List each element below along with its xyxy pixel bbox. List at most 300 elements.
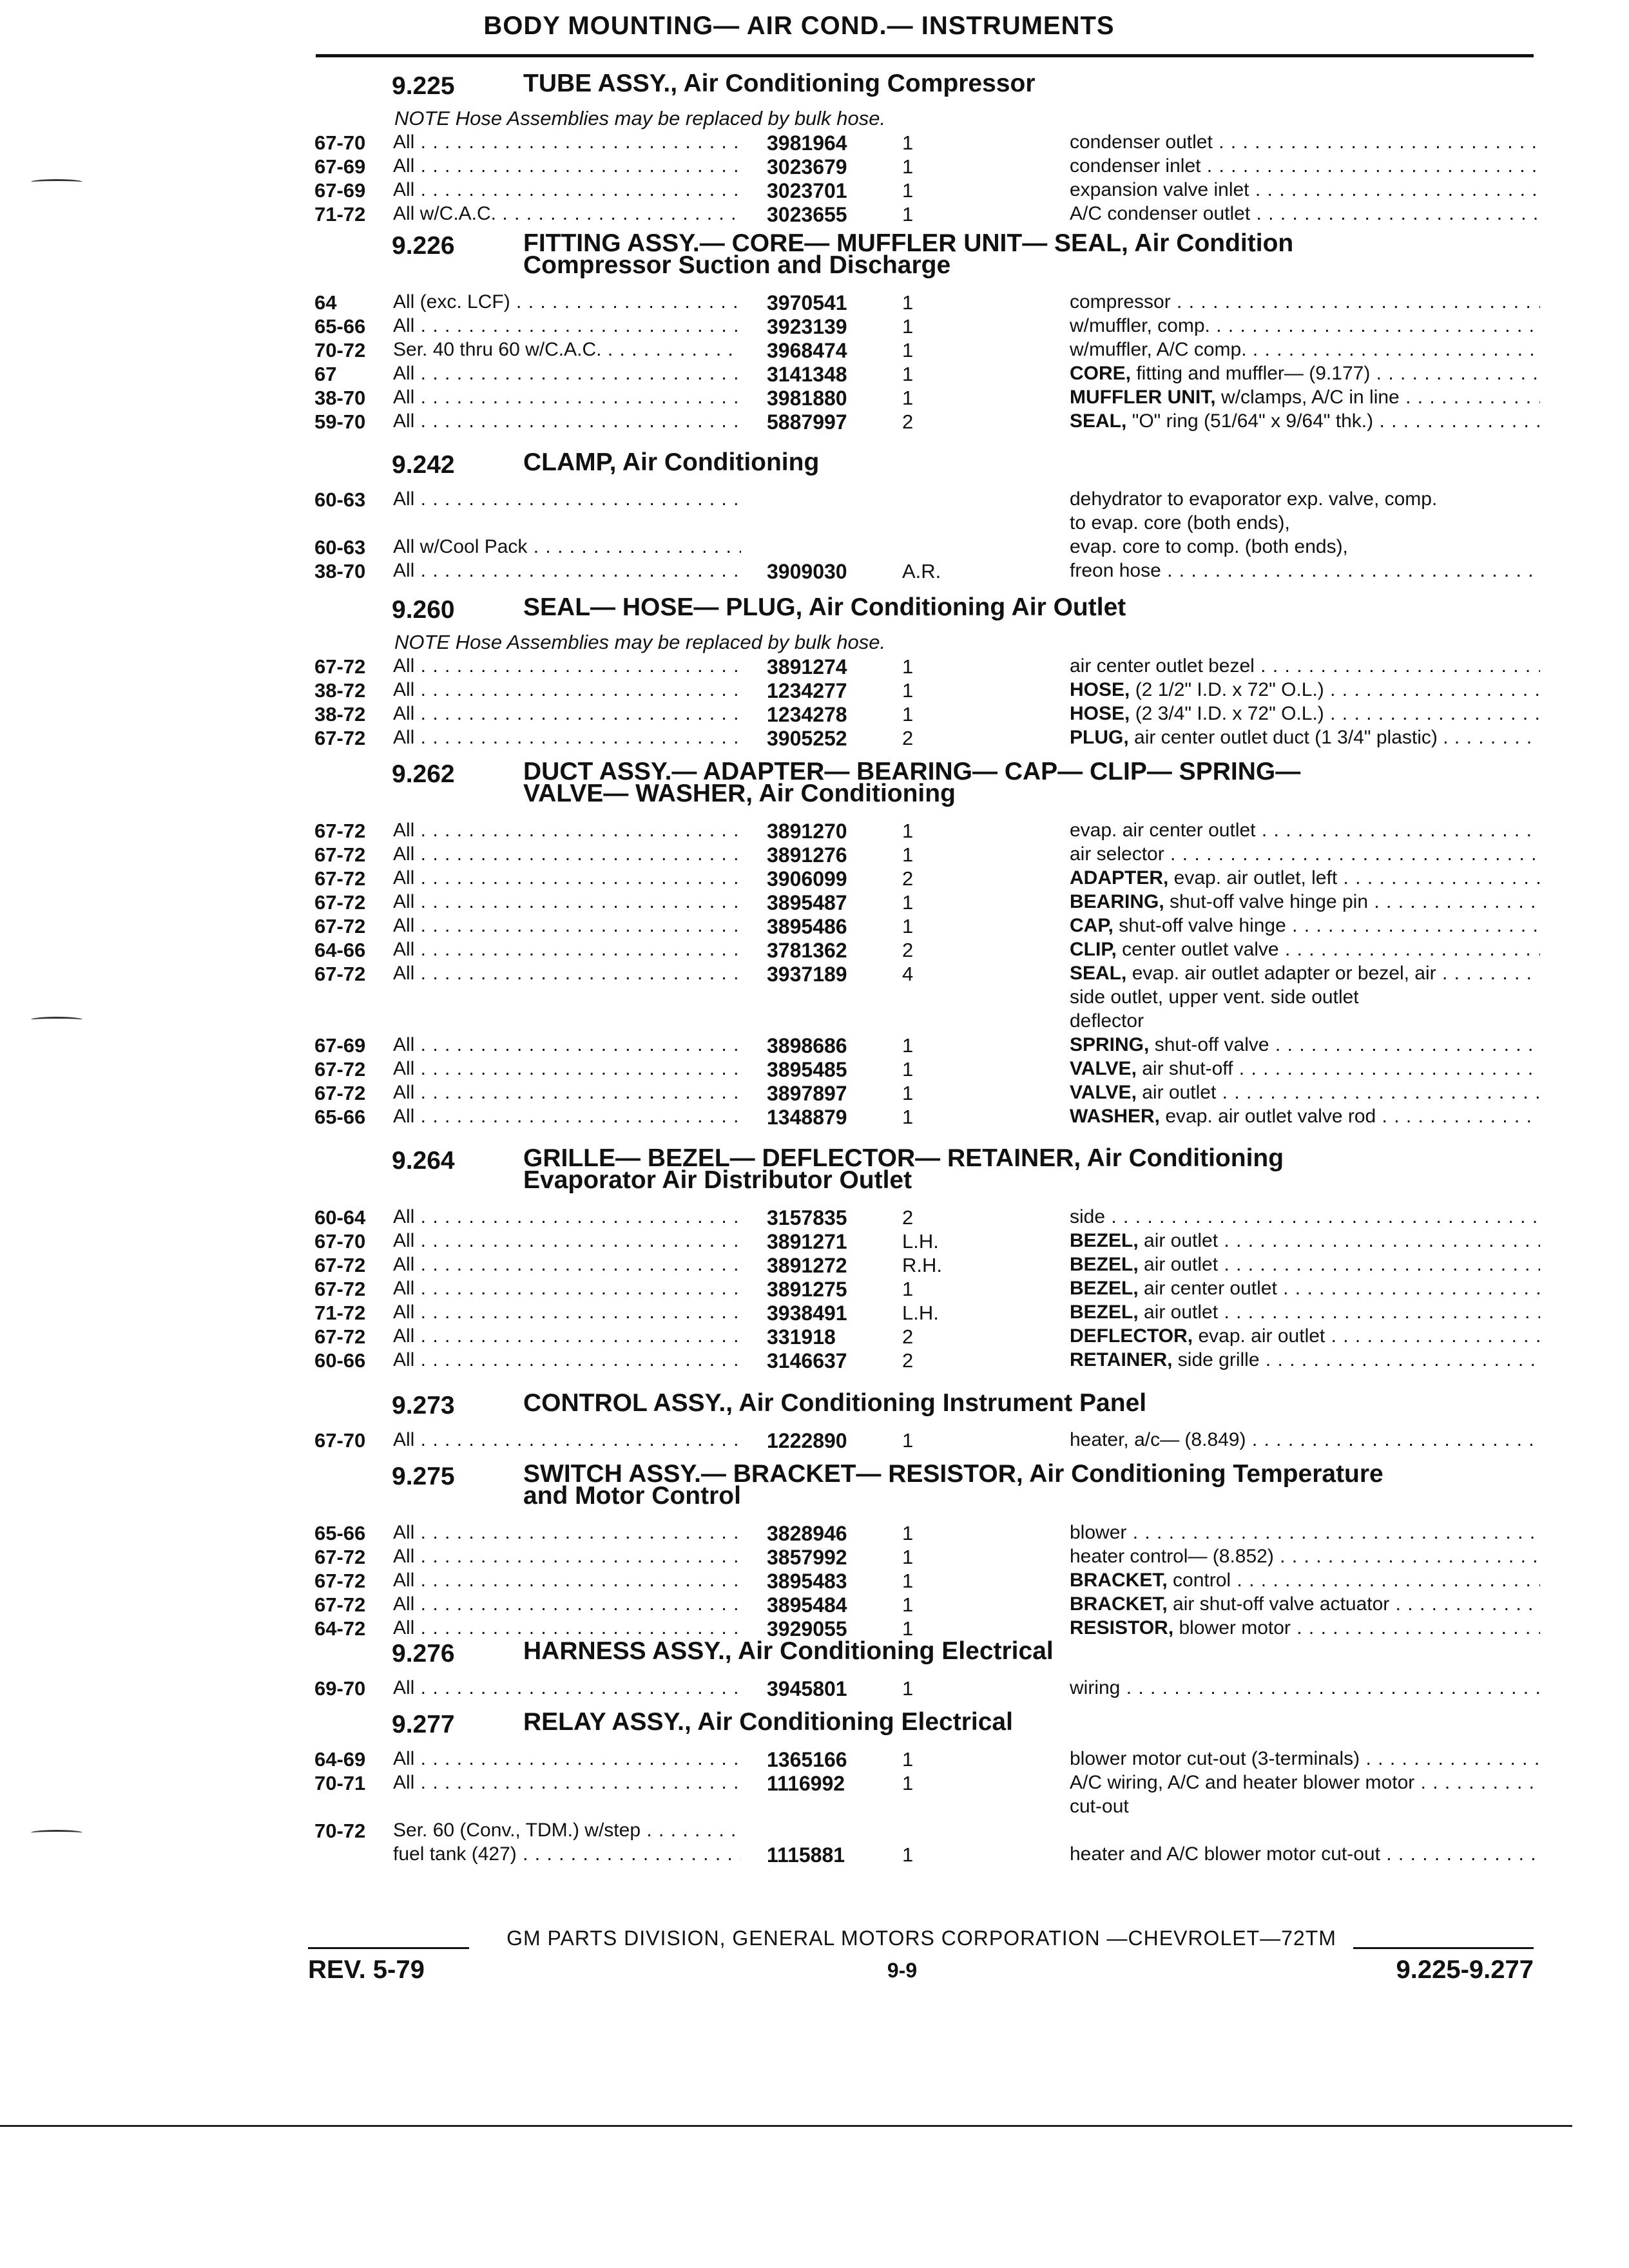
table-row xyxy=(0,131,1629,155)
margin-mark xyxy=(31,1017,82,1023)
section-title: TUBE ASSY., Air Conditioning Compressor xyxy=(523,70,1036,97)
table-row xyxy=(0,512,1629,536)
part-number: 3981964 xyxy=(767,131,847,155)
model-years: 64-66 xyxy=(314,939,366,961)
part-number: 3897897 xyxy=(767,1082,847,1105)
section-number: 9.225 xyxy=(392,72,455,100)
description-text: evap. air outlet xyxy=(1193,1325,1325,1347)
description xyxy=(1070,1677,1540,1699)
application: All . . . xyxy=(393,703,741,725)
description-keyword: BEZEL, xyxy=(1070,1254,1139,1275)
quantity: 1 xyxy=(902,1570,914,1592)
description xyxy=(1070,131,1540,153)
model-years: 70-72 xyxy=(314,339,366,361)
application: All . . . xyxy=(393,1278,741,1300)
table-row xyxy=(0,315,1629,339)
model-years: 60-63 xyxy=(314,536,366,559)
description-text: freon hose xyxy=(1070,560,1161,581)
section-number: 9.242 xyxy=(392,451,455,479)
application: fuel tank (427) . . . xyxy=(393,1843,741,1865)
model-years: 67-72 xyxy=(314,1325,366,1348)
quantity: 1 xyxy=(902,655,914,678)
description xyxy=(1070,1843,1540,1865)
model-years: 64 xyxy=(314,291,337,314)
description-keyword: HOSE, xyxy=(1070,679,1130,700)
application: All . . . xyxy=(393,1106,741,1128)
description xyxy=(1070,679,1540,701)
description xyxy=(1070,1593,1540,1615)
description-text: dehydrator to evaporator exp. valve, comp. xyxy=(1070,488,1438,510)
quantity: 1 xyxy=(902,1593,914,1616)
table-row xyxy=(0,1748,1629,1772)
model-years: 70-72 xyxy=(314,1820,366,1842)
quantity: 1 xyxy=(902,203,914,226)
model-years: 67-69 xyxy=(314,179,366,202)
description-keyword: VALVE, xyxy=(1070,1058,1137,1079)
model-years: 64-72 xyxy=(314,1617,366,1640)
application: All . . . xyxy=(393,1325,741,1347)
part-number: 3938491 xyxy=(767,1302,847,1325)
part-number: 3895484 xyxy=(767,1593,847,1617)
margin-mark xyxy=(31,179,82,185)
model-years: 69-70 xyxy=(314,1677,366,1700)
application: All . . . xyxy=(393,131,741,153)
description-text: to evap. core (both ends), xyxy=(1070,512,1290,533)
application: All (exc. LCF) . . . xyxy=(393,291,741,313)
description xyxy=(1070,891,1540,913)
application: All . . . xyxy=(393,1302,741,1323)
table-row xyxy=(0,1593,1629,1617)
quantity: 2 xyxy=(902,1349,914,1372)
description-keyword: SEAL, xyxy=(1070,410,1127,432)
description xyxy=(1070,536,1540,558)
margin-mark xyxy=(31,1830,82,1836)
model-years: 59-70 xyxy=(314,410,366,433)
footer-page-number: 9-9 xyxy=(887,1959,918,1982)
description-text: wiring xyxy=(1070,1677,1121,1698)
part-number: 3970541 xyxy=(767,291,847,314)
application: Ser. 60 (Conv., TDM.) w/step . . . xyxy=(393,1820,741,1841)
model-years: 38-70 xyxy=(314,387,366,409)
section-title: FITTING ASSY.— CORE— MUFFLER UNIT— SEAL, Air Condition xyxy=(523,229,1294,257)
model-years: 71-72 xyxy=(314,1302,366,1324)
footer-section-range: 9.225-9.277 xyxy=(1396,1956,1534,1984)
table-row xyxy=(0,891,1629,915)
description-text: evap. air center outlet xyxy=(1070,820,1256,841)
quantity: L.H. xyxy=(902,1302,939,1324)
quantity: 1 xyxy=(902,315,914,338)
description-keyword: WASHER, xyxy=(1070,1106,1161,1127)
table-row xyxy=(0,1796,1629,1820)
description-text: cut-out xyxy=(1070,1796,1129,1817)
description-text: air outlet xyxy=(1138,1230,1219,1251)
model-years: 60-63 xyxy=(314,488,366,511)
table-row xyxy=(0,1772,1629,1796)
description-text: "O" ring (51/64" x 9/64" thk.) xyxy=(1126,410,1374,432)
description xyxy=(1070,820,1540,841)
description xyxy=(1070,1546,1540,1568)
model-years: 67-70 xyxy=(314,1230,366,1253)
description-text: A/C condenser outlet xyxy=(1070,203,1251,224)
section-number: 9.226 xyxy=(392,232,455,260)
description-text: control xyxy=(1167,1570,1231,1591)
model-years: 67-72 xyxy=(314,843,366,866)
quantity: 2 xyxy=(902,727,914,749)
description-text: shut-off valve hinge xyxy=(1113,915,1286,936)
model-years: 67 xyxy=(314,363,337,385)
description-text: fitting and muffler— (9.177) xyxy=(1131,363,1371,384)
model-years: 67-72 xyxy=(314,1570,366,1592)
description-text: center outlet valve xyxy=(1116,939,1279,960)
part-number: 1365166 xyxy=(767,1748,847,1771)
description-text: air outlet xyxy=(1138,1254,1219,1275)
quantity: 2 xyxy=(902,1206,914,1229)
part-number: 1116992 xyxy=(767,1772,845,1795)
part-number: 3891274 xyxy=(767,655,847,678)
description-text: heater, a/c— (8.849) xyxy=(1070,1429,1246,1450)
part-number: 3857992 xyxy=(767,1546,847,1569)
table-row xyxy=(0,679,1629,703)
table-row xyxy=(0,1677,1629,1701)
model-years: 70-71 xyxy=(314,1772,366,1794)
model-years: 71-72 xyxy=(314,203,366,226)
table-row xyxy=(0,867,1629,891)
application: All . . . xyxy=(393,891,741,913)
section-note: NOTE Hose Assemblies may be replaced by bulk hose. xyxy=(394,107,886,130)
description-text: blower motor xyxy=(1173,1617,1291,1639)
part-number: 3141348 xyxy=(767,363,847,386)
part-number: 3891276 xyxy=(767,843,847,867)
application: All . . . xyxy=(393,1349,741,1371)
application: All . . . xyxy=(393,727,741,749)
section-number: 9.273 xyxy=(392,1392,455,1419)
description xyxy=(1070,1302,1540,1323)
quantity: 2 xyxy=(902,867,914,890)
model-years: 67-70 xyxy=(314,1429,366,1452)
section-number: 9.260 xyxy=(392,596,455,624)
section-title: SWITCH ASSY.— BRACKET— RESISTOR, Air Conditioning Temperature xyxy=(523,1460,1383,1488)
section-title: Compressor Suction and Discharge xyxy=(523,251,951,279)
part-number: 3895487 xyxy=(767,891,847,914)
quantity: A.R. xyxy=(902,560,941,582)
quantity: 1 xyxy=(902,1082,914,1104)
application: All . . . xyxy=(393,410,741,432)
application: All . . . xyxy=(393,1522,741,1544)
description-text: heater and A/C blower motor cut-out xyxy=(1070,1843,1380,1865)
table-row xyxy=(0,339,1629,363)
quantity: 1 xyxy=(902,1546,914,1568)
quantity: 1 xyxy=(902,339,914,361)
model-years: 67-72 xyxy=(314,1058,366,1081)
description-keyword: BEZEL, xyxy=(1070,1278,1139,1299)
quantity: 1 xyxy=(902,915,914,937)
table-row xyxy=(0,1010,1629,1034)
quantity: 1 xyxy=(902,843,914,866)
part-number: 3891272 xyxy=(767,1254,847,1277)
description-keyword: SEAL, xyxy=(1070,963,1127,984)
page-header-title: BODY MOUNTING— AIR COND.— INSTRUMENTS xyxy=(483,12,1115,40)
description xyxy=(1070,843,1540,865)
application: Ser. 40 thru 60 w/C.A.C. . . . xyxy=(393,339,741,361)
table-row xyxy=(0,363,1629,387)
section-number: 9.264 xyxy=(392,1147,455,1175)
table-row xyxy=(0,1349,1629,1373)
model-years: 67-72 xyxy=(314,1082,366,1104)
model-years: 60-64 xyxy=(314,1206,366,1229)
application: All . . . xyxy=(393,679,741,701)
part-number: 3905252 xyxy=(767,727,847,750)
application: All . . . xyxy=(393,315,741,337)
description xyxy=(1070,939,1540,961)
description-keyword: BEZEL, xyxy=(1070,1230,1139,1251)
description xyxy=(1070,512,1540,534)
part-number: 3157835 xyxy=(767,1206,847,1229)
description-text: shut-off valve hinge pin xyxy=(1164,891,1369,912)
table-row xyxy=(0,1106,1629,1129)
quantity: 1 xyxy=(902,679,914,702)
section-number: 9.277 xyxy=(392,1711,455,1738)
description-text: condenser inlet xyxy=(1070,155,1201,177)
section-title: SEAL— HOSE— PLUG, Air Conditioning Air Outlet xyxy=(523,593,1126,621)
application: All . . . xyxy=(393,1677,741,1699)
description xyxy=(1070,1772,1540,1794)
table-row xyxy=(0,1429,1629,1453)
table-row xyxy=(0,963,1629,986)
description-keyword: BRACKET, xyxy=(1070,1593,1168,1615)
table-row xyxy=(0,655,1629,679)
part-number: 1222890 xyxy=(767,1429,847,1452)
table-row xyxy=(0,1034,1629,1058)
application: All . . . xyxy=(393,1593,741,1615)
description xyxy=(1070,1429,1540,1451)
description-keyword: CLIP, xyxy=(1070,939,1117,960)
application: All . . . xyxy=(393,1082,741,1104)
part-number: 3023655 xyxy=(767,203,847,226)
application: All . . . xyxy=(393,867,741,889)
application: All . . . xyxy=(393,363,741,385)
part-number: 3023679 xyxy=(767,155,847,178)
section-title: HARNESS ASSY., Air Conditioning Electrical xyxy=(523,1637,1054,1665)
description-keyword: BEZEL, xyxy=(1070,1302,1139,1323)
quantity: L.H. xyxy=(902,1230,939,1253)
quantity: 1 xyxy=(902,1278,914,1300)
application: All w/C.A.C. . . . xyxy=(393,203,741,225)
table-row xyxy=(0,1082,1629,1106)
application: All . . . xyxy=(393,387,741,408)
model-years: 65-66 xyxy=(314,1522,366,1544)
model-years: 67-72 xyxy=(314,963,366,985)
table-row xyxy=(0,410,1629,434)
part-number: 3937189 xyxy=(767,963,847,986)
table-row xyxy=(0,986,1629,1010)
table-row xyxy=(0,727,1629,751)
quantity: 1 xyxy=(902,1106,914,1128)
application: All . . . xyxy=(393,1617,741,1639)
section-note: NOTE Hose Assemblies may be replaced by bulk hose. xyxy=(394,631,886,653)
model-years: 60-66 xyxy=(314,1349,366,1372)
model-years: 67-69 xyxy=(314,1034,366,1057)
section-title: GRILLE— BEZEL— DEFLECTOR— RETAINER, Air Conditioning xyxy=(523,1144,1284,1172)
part-number: 3895486 xyxy=(767,915,847,938)
table-row xyxy=(0,939,1629,963)
description xyxy=(1070,963,1540,985)
part-number: 3891271 xyxy=(767,1230,847,1253)
description-text: w/clamps, A/C in line xyxy=(1215,387,1400,408)
description-text: air center outlet xyxy=(1138,1278,1277,1299)
quantity: 1 xyxy=(902,179,914,202)
description-text: shut-off valve xyxy=(1149,1034,1269,1055)
description xyxy=(1070,1034,1540,1056)
header-rule xyxy=(316,54,1534,57)
application: All . . . xyxy=(393,963,741,985)
section-title: CONTROL ASSY., Air Conditioning Instrument Panel xyxy=(523,1389,1147,1417)
model-years: 64-69 xyxy=(314,1748,366,1771)
description-text: air center outlet duct (1 3/4" plastic) . xyxy=(1128,727,1449,748)
table-row xyxy=(0,1546,1629,1570)
description-keyword: CORE, xyxy=(1070,363,1132,384)
quantity: 1 xyxy=(902,131,914,154)
description-text: (2 1/2" I.D. x 72" O.L.) xyxy=(1130,679,1324,700)
description xyxy=(1070,1617,1540,1639)
table-row xyxy=(0,1820,1629,1843)
table-row xyxy=(0,1058,1629,1082)
model-years: 67-72 xyxy=(314,891,366,914)
description-text: compressor xyxy=(1070,291,1171,312)
application: All . . . xyxy=(393,1254,741,1276)
quantity: 1 xyxy=(902,1058,914,1081)
description xyxy=(1070,155,1540,177)
description-text: evap. air outlet, left xyxy=(1168,867,1338,889)
description-keyword: BEARING, xyxy=(1070,891,1164,912)
part-number: 3895485 xyxy=(767,1058,847,1081)
part-number: 331918 xyxy=(767,1325,836,1349)
description xyxy=(1070,315,1540,337)
description xyxy=(1070,986,1540,1008)
description-keyword: CAP, xyxy=(1070,915,1113,936)
description xyxy=(1070,1230,1540,1252)
description-text: heater control— (8.852) xyxy=(1070,1546,1274,1567)
application: All . . . xyxy=(393,560,741,582)
model-years: 67-72 xyxy=(314,1546,366,1568)
quantity: 1 xyxy=(902,1034,914,1057)
model-years: 38-72 xyxy=(314,679,366,702)
table-row xyxy=(0,1254,1629,1278)
application: All . . . xyxy=(393,655,741,677)
application: All w/Cool Pack . . . xyxy=(393,536,741,558)
part-number: 1234277 xyxy=(767,679,847,702)
section-title: VALVE— WASHER, Air Conditioning xyxy=(523,780,956,807)
description xyxy=(1070,1796,1540,1818)
quantity: 2 xyxy=(902,410,914,433)
model-years: 38-72 xyxy=(314,703,366,726)
description xyxy=(1070,1570,1540,1591)
description-text: A/C wiring, A/C and heater blower motor xyxy=(1070,1772,1415,1793)
description-text: evap. air outlet adapter or bezel, air xyxy=(1126,963,1436,984)
model-years: 67-72 xyxy=(314,655,366,678)
quantity: 1 xyxy=(902,1843,914,1866)
quantity: 1 xyxy=(902,363,914,385)
section-title: CLAMP, Air Conditioning xyxy=(523,448,820,476)
description-keyword: VALVE, xyxy=(1070,1082,1137,1103)
table-row xyxy=(0,387,1629,410)
table-row xyxy=(0,155,1629,179)
description-text: blower motor cut-out (3-terminals) xyxy=(1070,1748,1360,1769)
part-number: 3891270 xyxy=(767,820,847,843)
section-title: Evaporator Air Distributor Outlet xyxy=(523,1166,912,1194)
description xyxy=(1070,915,1540,937)
description-keyword: MUFFLER UNIT, xyxy=(1070,387,1216,408)
model-years: 67-72 xyxy=(314,1278,366,1300)
part-number: 1234278 xyxy=(767,703,847,726)
quantity: 1 xyxy=(902,291,914,314)
table-row xyxy=(0,536,1629,560)
description xyxy=(1070,1278,1540,1300)
description-keyword: SPRING, xyxy=(1070,1034,1150,1055)
table-row xyxy=(0,703,1629,727)
table-row xyxy=(0,1325,1629,1349)
quantity: 1 xyxy=(902,1677,914,1700)
description xyxy=(1070,867,1540,889)
part-number: 3968474 xyxy=(767,339,847,362)
model-years: 67-69 xyxy=(314,155,366,178)
part-number: 3929055 xyxy=(767,1617,847,1640)
application: All . . . xyxy=(393,488,741,510)
application: All . . . xyxy=(393,1034,741,1056)
quantity: 1 xyxy=(902,155,914,178)
model-years: 67-72 xyxy=(314,915,366,937)
application: All . . . xyxy=(393,915,741,937)
quantity: 1 xyxy=(902,820,914,842)
part-number: 3945801 xyxy=(767,1677,847,1700)
table-row xyxy=(0,560,1629,584)
description xyxy=(1070,1748,1540,1770)
description-text: air selector xyxy=(1070,843,1164,865)
quantity: 1 xyxy=(902,1522,914,1544)
application: All . . . xyxy=(393,1058,741,1080)
description-keyword: HOSE, xyxy=(1070,703,1130,724)
description-text: side grille xyxy=(1172,1349,1260,1370)
model-years: 65-66 xyxy=(314,315,366,338)
section-number: 9.262 xyxy=(392,760,455,788)
part-number: 3895483 xyxy=(767,1570,847,1593)
application: All . . . xyxy=(393,820,741,841)
table-row xyxy=(0,1302,1629,1325)
description-text: w/muffler, A/C comp. xyxy=(1070,339,1247,360)
description-keyword: DEFLECTOR, xyxy=(1070,1325,1193,1347)
quantity: 2 xyxy=(902,939,914,961)
description-text: air center outlet bezel xyxy=(1070,655,1255,677)
description-keyword: BRACKET, xyxy=(1070,1570,1168,1591)
part-number: 3023701 xyxy=(767,179,847,202)
table-row xyxy=(0,1278,1629,1302)
part-number: 3923139 xyxy=(767,315,847,338)
description xyxy=(1070,203,1540,225)
description xyxy=(1070,363,1540,385)
table-row xyxy=(0,820,1629,843)
description xyxy=(1070,1082,1540,1104)
part-number: 3909030 xyxy=(767,560,847,583)
table-row xyxy=(0,1570,1629,1593)
footer-rule-right xyxy=(1353,1947,1534,1949)
description xyxy=(1070,1106,1540,1128)
description-text: condenser outlet xyxy=(1070,131,1213,153)
part-number: 5887997 xyxy=(767,410,847,434)
description xyxy=(1070,703,1540,725)
description xyxy=(1070,1010,1540,1032)
footer-publisher: GM PARTS DIVISION, GENERAL MOTORS CORPORATION —CHEVROLET—72TM xyxy=(506,1927,1336,1950)
description xyxy=(1070,1206,1540,1228)
part-number: 1115881 xyxy=(767,1843,845,1867)
